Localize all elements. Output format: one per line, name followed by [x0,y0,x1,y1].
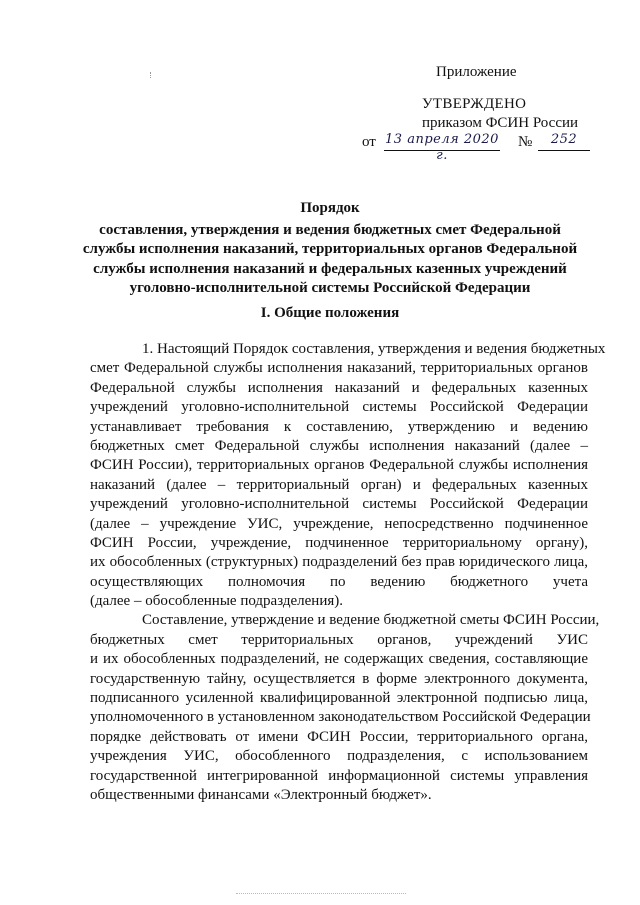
paragraph-line: ФСИН России), территориальных органов Федеральной службы исполнения [90,457,588,474]
document-title [80,199,580,299]
title-line: составления, утверждения и ведения бюджетных смет Федеральной [99,221,561,238]
paragraph-line: бюджетных смет территориальных органов, учреждений УИС [90,631,588,648]
paragraph-line: осуществляющих полномочия по ведению бюджетного учета [90,573,588,590]
paragraph-line: устанавливает требования к составлению, утверждению и ведению [90,418,588,435]
section-heading: I. Общие положения [260,305,400,321]
paragraph-line: (далее – обособленные подразделения). [90,593,343,610]
paragraph-line: уполномоченного в установленном законодательством Российской Федерации [90,709,591,726]
title-line: Порядок [300,200,360,216]
scan-speck [150,72,153,78]
paragraph-line: учреждений уголовно-исполнительной системы Российской Федерации [90,496,588,513]
paragraph-line: Федеральной службы исполнения наказаний и федеральных казенных [90,379,588,396]
order-reference: приказом ФСИН России [422,115,579,131]
paragraph-line: учреждения УИС, обособленного подразделения, с использованием [90,748,588,765]
paragraph-line: Составление, утверждение и ведение бюджетной сметы ФСИН России, [142,612,600,629]
paragraph-line: смет Федеральной службы исполнения наказаний, территориальных органов [90,360,588,377]
paragraph-line: (далее – учреждение УИС, учреждение, непосредственно подчиненное [90,515,588,532]
appendix-label: Приложение [436,64,517,80]
order-number-field: 252 [538,132,590,151]
paragraph-line: наказаний (далее – территориальный орган) и федеральных казенных [90,476,588,493]
paragraph-line: ФСИН России, учреждение, подчиненное территориальному органу), [90,534,588,551]
paragraph-line: учреждений уголовно-исполнительной системы Российской Федерации [90,399,588,416]
order-date-field: 13 апреля 2020 г. [385,132,499,163]
paragraph-line: 1. Настоящий Порядок составления, утверждения и ведения бюджетных [142,341,606,357]
paragraph-line: их обособленных (структурных) подразделений без прав юридического лица, [90,554,588,571]
paragraph-line: порядке действовать от имени ФСИН России, территориального органа, [90,728,588,745]
approved-stamp-text: УТВЕРЖДЕНО [422,96,527,112]
paragraph-line: подписанного усиленной квалифицированной электронной подписью лица, [90,690,588,707]
paragraph-line: и их обособленных подразделений, не содержащих сведения, составляющие [90,651,588,668]
paragraph-line: бюджетных смет Федеральной службы исполнения наказаний (далее – [90,437,588,454]
body-text [90,340,606,805]
scan-artifact [236,893,406,895]
title-line: службы исполнения наказаний, территориальных органов Федеральной [82,241,578,258]
order-date-number-line [362,132,602,163]
number-label: № [518,134,533,150]
paragraph-line: государственную тайну, осуществляется в форме электронного документа, [90,670,588,687]
date-label: от [362,134,376,150]
title-line: уголовно-исполнительной системы Российской Федерации [129,280,531,297]
paragraph-line: общественными финансами «Электронный бюджет». [90,786,432,803]
title-line: службы исполнения наказаний и федеральных казенных учреждений [93,260,567,277]
paragraph-line: государственной интегрированной информационной системы управления [90,767,588,784]
